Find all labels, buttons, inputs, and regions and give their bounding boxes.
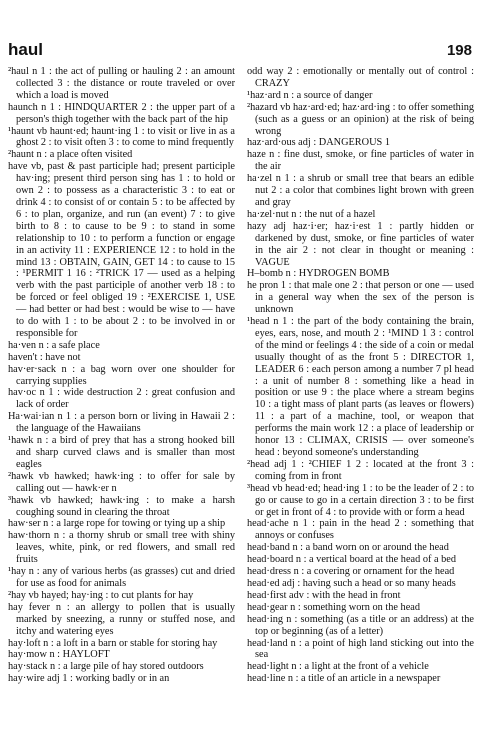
- dictionary-entry: ¹haz·ard n : a source of danger: [247, 89, 373, 101]
- dictionary-entry: head·board n : a vertical board at the head of a bed: [247, 554, 456, 566]
- left-column: [8, 66, 235, 736]
- dictionary-entry: haven't : have not: [8, 351, 81, 363]
- dictionary-entry: haz·ard·ous adj : DANGEROUS 1: [247, 137, 390, 149]
- dictionary-entry: odd way 2 : emotionally or mentally out of control : CRAZY: [247, 66, 474, 89]
- dictionary-entry: ha·ven n : a safe place: [8, 339, 100, 351]
- dictionary-entry: head·first adv : with the head in front: [247, 589, 401, 601]
- dictionary-entry: head·light n : a light at the front of a vehicle: [247, 661, 429, 673]
- dictionary-entry: Ha·wai·ian n 1 : a person born or living in Hawaii 2 : the language of the Hawaiians: [8, 411, 235, 435]
- dictionary-entry: ³head vb head·ed; head·ing 1 : to be the leader of 2 : to go or cause to go in a certain direction 3 : to be first or get in front of 4 : to provide with or form a head: [247, 482, 474, 518]
- dictionary-entry: ²hawk vb hawked; hawk·ing : to offer for sale by calling out — hawk·er n: [8, 470, 235, 494]
- dictionary-entry: he pron 1 : that male one 2 : that person or one — used in a general way when the sex of the person is unknown: [247, 280, 474, 316]
- dictionary-entry: head·gear n : something worn on the head: [247, 601, 420, 613]
- page-number: 198: [446, 42, 472, 59]
- dictionary-entry: hay·stack n : a large pile of hay stored outdoors: [8, 661, 204, 673]
- dictionary-entry: head·ing n : something (as a title or an address) at the top or beginning (as of a letter): [247, 613, 474, 637]
- dictionary-entry: hazy adj haz·i·er; haz·i·est 1 : partly hidden or darkened by dust, smoke, or fine particles of water in the air 2 : not clear in thought or meaning : VAGUE: [247, 220, 474, 268]
- dictionary-entry: haw·ser n : a large rope for towing or tying up a ship: [8, 518, 226, 530]
- dictionary-entry: ¹haunt vb haunt·ed; haunt·ing 1 : to visit or live in as a ghost 2 : to visit often 3 : to come to mind frequently: [8, 125, 235, 149]
- dictionary-entry: hay·wire adj 1 : working badly or in an: [8, 673, 170, 685]
- dictionary-entry: ha·zel·nut n : the nut of a hazel: [247, 208, 376, 220]
- dictionary-entry: haze n : fine dust, smoke, or fine particles of water in the air: [247, 149, 474, 173]
- dictionary-entry: head·dress n : a covering or ornament for the head: [247, 566, 455, 578]
- entry-columns: [8, 66, 474, 736]
- dictionary-entry: ²hay vb hayed; hay·ing : to cut plants for hay: [8, 589, 194, 601]
- dictionary-entry: ¹hay n : any of various herbs (as grasses) cut and dried for use as food for animals: [8, 566, 235, 589]
- right-column: [247, 66, 474, 736]
- guide-word: haul: [8, 40, 43, 59]
- dictionary-entry: head·land n : a point of high land sticking out into the sea: [247, 637, 474, 661]
- dictionary-entry: H–bomb n : HYDROGEN BOMB: [247, 268, 390, 280]
- dictionary-entry: hav·oc n 1 : wide destruction 2 : great confusion and lack of order: [8, 387, 235, 411]
- dictionary-entry: have vb, past & past participle had; present participle hav·ing; present third person sing has 1 : to hold or own 2 : to possess as a characteristic 3 : to eat or drink 4 : to consist of or contain 5 : to be affected by 6 : to plan, organize, and run (an event) 7 : to give birth to 8 : to cause to be 9 : to stand in some relationship to 10 : to perform a function or engage in an activity 11 : EXPERIENCE 12 : to hold in the mind 13 : OBTAIN, GAIN, GET 14 : to cause to 15 : ¹PERMIT 1 16 : ²TRICK 17 — used as a helping verb with the past participle of another verb 18 : to be forced or feel obliged 19 : ²EXERCISE 1, USE — had better or had best : would be wise to — have to do with 1 : to be about 2 : to be involved in or responsible for: [8, 161, 235, 339]
- dictionary-entry: haunch n 1 : HINDQUARTER 2 : the upper part of a person's thigh together with the back part of the hip: [8, 101, 235, 125]
- dictionary-entry: ha·zel n 1 : a shrub or small tree that bears an edible nut 2 : a color that combines light brown with green and gray: [247, 173, 474, 208]
- dictionary-entry: ²haul n 1 : the act of pulling or hauling 2 : an amount collected 3 : the distance or route traveled or over which a load is moved: [8, 66, 235, 101]
- dictionary-entry: hav·er·sack n : a bag worn over one shoulder for carrying supplies: [8, 363, 235, 387]
- dictionary-entry: ²haunt n : a place often visited: [8, 149, 133, 161]
- dictionary-entry: ²head adj 1 : ²CHIEF 1 2 : located at the front 3 : coming from in front: [247, 458, 474, 482]
- dictionary-entry: ¹hawk n : a bird of prey that has a strong hooked bill and sharp curved claws and is smaller than most eagles: [8, 435, 235, 470]
- dictionary-entry: head·ache n 1 : pain in the head 2 : something that annoys or confuses: [247, 518, 474, 542]
- dictionary-entry: ³hawk vb hawked; hawk·ing : to make a harsh coughing sound in clearing the throat: [8, 494, 235, 518]
- dictionary-entry: ²hazard vb haz·ard·ed; haz·ard·ing : to offer something (such as a guess or an opinion) at the risk of being wrong: [247, 101, 474, 137]
- dictionary-entry: haw·thorn n : a thorny shrub or small tree with shiny leaves, white, pink, or red flowers, and small red fruits: [8, 530, 235, 566]
- dictionary-entry: hay·loft n : a loft in a barn or stable for storing hay: [8, 637, 218, 649]
- page-header: [8, 40, 472, 62]
- dictionary-entry: head·ed adj : having such a head or so many heads: [247, 577, 456, 589]
- dictionary-entry: hay·mow n : HAYLOFT: [8, 649, 110, 661]
- dictionary-entry: head·band n : a band worn on or around the head: [247, 542, 449, 554]
- dictionary-entry: ¹head n 1 : the part of the body containing the brain, eyes, ears, nose, and mouth 2 : ¹MIND 1 3 : control of the mind or feelings 4 : the side of a coin or medal usually thought of as the front 5 : DIRECTOR 1, LEADER 6 : each person among a number 7 pl head : a unit of number 8 : something like a head in position or use 9 : the place where a stream begins 10 : a tight mass of plant parts (as leaves or flowers) 11 : a part of a machine, tool, or weapon that performs the main work 12 : a place of leadership or honor 13 : CLIMAX, CRISIS — over someone's head : beyond someone's understanding: [247, 316, 474, 458]
- dictionary-entry: hay fever n : an allergy to pollen that is usually marked by sneezing, a runny or stuffed nose, and itchy and watering eyes: [8, 601, 235, 637]
- dictionary-entry: head·line n : a title of an article in a newspaper: [247, 673, 441, 685]
